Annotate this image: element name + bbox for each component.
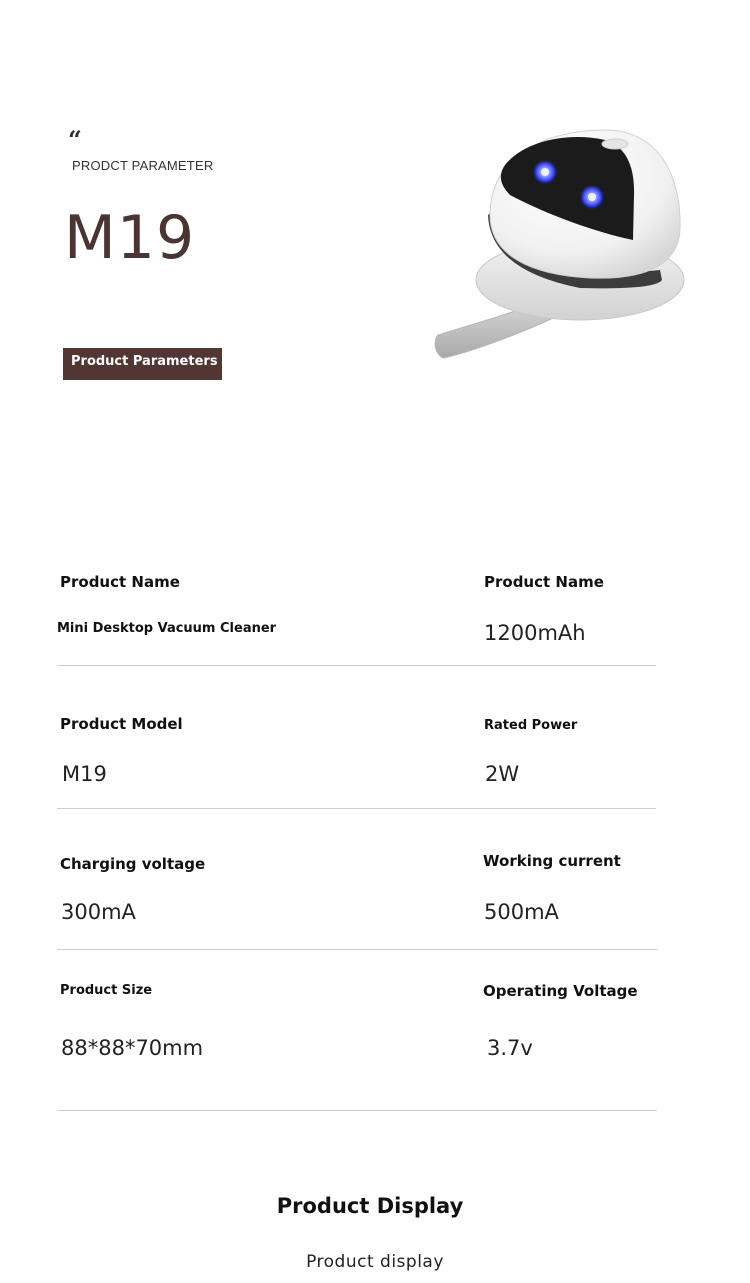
spec-value-charging-voltage: 300mA: [61, 900, 136, 924]
divider: [57, 808, 656, 809]
product-display-title: Product Display: [276, 1194, 464, 1218]
spec-label-charging-voltage: Charging voltage: [60, 855, 206, 873]
divider: [57, 665, 656, 666]
spec-value-product-name: Mini Desktop Vacuum Cleaner: [57, 621, 277, 636]
quote-mark: “: [68, 125, 80, 154]
spec-value-working-current: 500mA: [484, 900, 559, 924]
spec-label-product-name: Product Name: [60, 573, 180, 591]
divider: [57, 949, 658, 950]
product-parameters-badge: Product Parameters: [63, 348, 222, 380]
vacuum-cleaner-image: [430, 120, 690, 370]
spec-label-working-current: Working current: [483, 852, 621, 870]
product-display-subtitle: Product display: [306, 1252, 444, 1272]
spec-label-product-size: Product Size: [60, 983, 153, 998]
section-kicker: PRODCT PARAMETER: [72, 158, 214, 173]
spec-value-battery: 1200mAh: [484, 621, 586, 645]
spec-label-operating-voltage: Operating Voltage: [483, 982, 638, 1000]
power-button: [602, 139, 628, 149]
spec-value-product-size: 88*88*70mm: [61, 1036, 204, 1060]
spec-value-operating-voltage: 3.7v: [487, 1036, 533, 1060]
spec-value-rated-power: 2W: [485, 762, 520, 786]
divider: [57, 1110, 657, 1111]
model-title: M19: [64, 203, 196, 273]
spec-value-product-model: M19: [62, 762, 107, 786]
spec-label-rated-power: Rated Power: [484, 718, 578, 733]
spec-label-product-name-2: Product Name: [484, 573, 604, 591]
spec-label-product-model: Product Model: [60, 715, 183, 733]
